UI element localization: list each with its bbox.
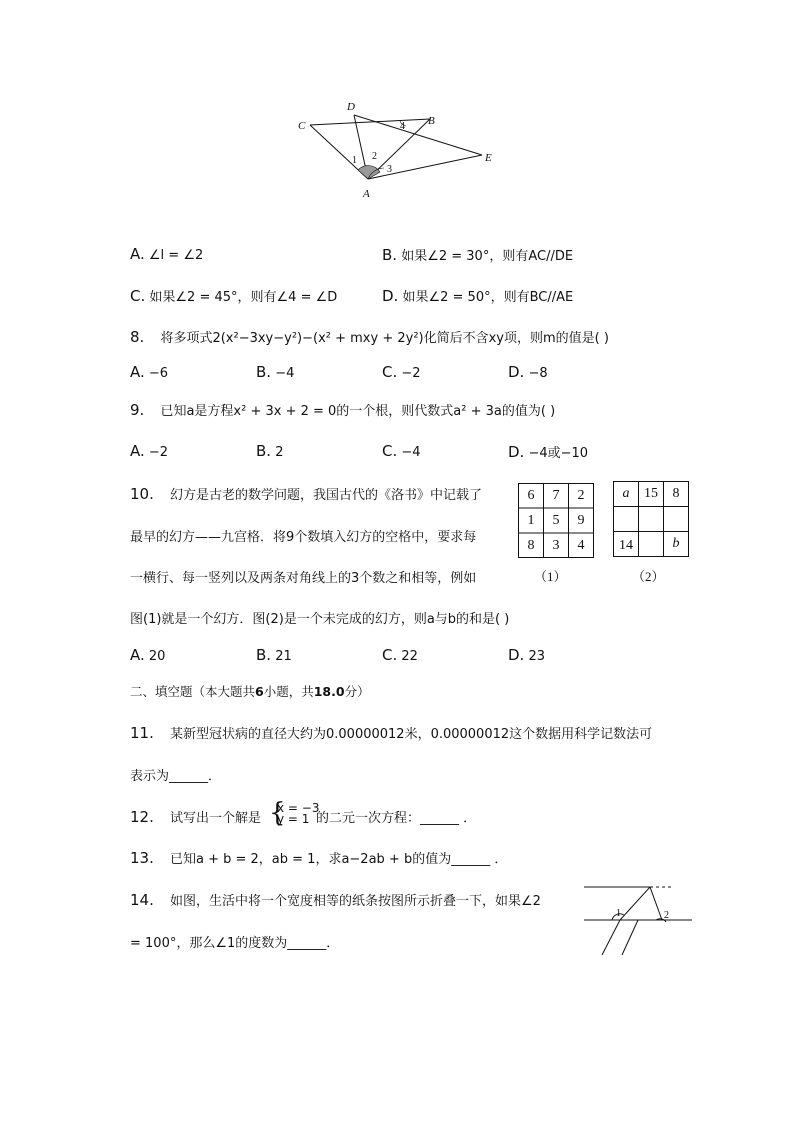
- q10-line3: 一横行、每一竖列以及两条对角线上的3个数之和相等，例如: [130, 571, 477, 586]
- q9-option-d: D. −4或−10: [508, 443, 589, 461]
- q10-option-d: D. 23: [508, 646, 546, 664]
- sq2-cell: 15: [644, 486, 658, 501]
- q14-line2: = 100°，那么∠1的度数为______．: [130, 936, 340, 951]
- angle-label-2: 2: [372, 151, 377, 162]
- q9-option-c: C. −4: [382, 442, 421, 460]
- q7-option-d: D. 如果∠2 = 50°，则有BC//AE: [382, 287, 574, 305]
- label-C: C: [298, 120, 306, 132]
- q9-option-a: A. −2: [130, 442, 169, 460]
- fold-angle-label-2: 2: [664, 910, 669, 921]
- q9-stem: 9. 已知a是方程x² + 3x + 2 = 0的一个根，则代数式a² + 3a的值为( ): [130, 401, 556, 419]
- sq1-cell: 7: [552, 488, 560, 503]
- q10-line4: 图(1)就是一个幻方．图(2)是一个未完成的幻方，则a与b的和是( ): [130, 612, 510, 627]
- q8-option-d: D. −8: [508, 363, 548, 381]
- q12-eq1: x = −3: [277, 801, 320, 815]
- magic-square-1-caption: （1）: [534, 569, 567, 584]
- sq1-cell: 8: [527, 538, 535, 553]
- angle-label-3: 3: [387, 164, 392, 175]
- q10-line1: 10. 幻方是古老的数学问题，我国古代的《洛书》中记载了: [130, 485, 483, 503]
- q8-option-c: C. −2: [382, 363, 421, 381]
- q12-stem: 12. 试写出一个解是: [130, 808, 262, 826]
- sq2-cell: 14: [619, 538, 633, 553]
- magic-square-2-caption: （2）: [632, 569, 665, 584]
- q10-option-b: B. 21: [256, 646, 292, 664]
- triangle-figure: [290, 95, 510, 205]
- sq1-cell: 4: [577, 538, 585, 553]
- q10-option-a: A. 20: [130, 646, 166, 664]
- label-B: B: [428, 115, 435, 127]
- q8-stem: 8. 将多项式2(x²−3xy−y²)−(x² + mxy + 2y²)化简后不含xy项，则m的值是( ): [130, 328, 609, 346]
- sq1-cell: 9: [577, 513, 585, 528]
- sq2-cell-a: a: [622, 486, 630, 501]
- sq2-cell-b: b: [672, 536, 680, 551]
- label-A: A: [363, 188, 370, 200]
- q9-option-b: B. 2: [256, 442, 284, 460]
- sq2-cell: 8: [672, 486, 680, 501]
- q7-option-a: A. ∠l = ∠2: [130, 245, 204, 263]
- magic-square-2: [613, 481, 689, 557]
- sq2-cell: [664, 507, 688, 531]
- angle-label-4: 4: [400, 121, 405, 132]
- q10-option-c: C. 22: [382, 646, 418, 664]
- q11-line2: 表示为______．: [130, 769, 222, 784]
- sq1-cell: 3: [552, 538, 560, 553]
- q12-brace: {: [269, 798, 286, 828]
- q7-option-b: B. 如果∠2 = 30°，则有AC//DE: [382, 246, 574, 264]
- angle-label-1: 1: [352, 155, 357, 166]
- section-heading: 二、填空题（本大题共6小题，共18.0分）: [130, 684, 370, 699]
- q12-post: 的二元一次方程：______ ．: [316, 811, 477, 826]
- sq1-cell: 6: [527, 488, 535, 503]
- sq2-cell: [639, 532, 663, 556]
- q8-option-a: A. −6: [130, 363, 169, 381]
- sq1-cell: 5: [552, 513, 560, 528]
- q8-option-b: B. −4: [256, 363, 295, 381]
- sq2-cell: [614, 507, 638, 531]
- label-E: E: [485, 152, 492, 164]
- q14-line1: 14. 如图，生活中将一个宽度相等的纸条按图所示折叠一下，如果∠2: [130, 891, 541, 909]
- sq2-cell: [639, 507, 663, 531]
- fold-angle-label-1: 1: [616, 908, 621, 919]
- label-D: D: [347, 101, 355, 113]
- q7-option-c: C. 如果∠2 = 45°，则有∠4 = ∠D: [130, 287, 338, 305]
- q12-system: [277, 803, 319, 825]
- q10-line2: 最早的幻方——九宫格．将9个数填入幻方的空格中，要求每: [130, 530, 477, 545]
- sq1-cell: 2: [577, 488, 585, 503]
- q11-line1: 11. 某新型冠状病的直径大约为0.00000012米，0.00000012这个数据用科学记数法可: [130, 724, 653, 742]
- magic-square-1: [518, 483, 594, 558]
- q13-stem: 13. 已知a + b = 2，ab = 1，求a−2ab + b的值为______ ．: [130, 849, 508, 867]
- q12-eq2: y = 1: [277, 812, 310, 826]
- folded-strip-figure: [582, 880, 698, 960]
- sq1-cell: 1: [527, 513, 535, 528]
